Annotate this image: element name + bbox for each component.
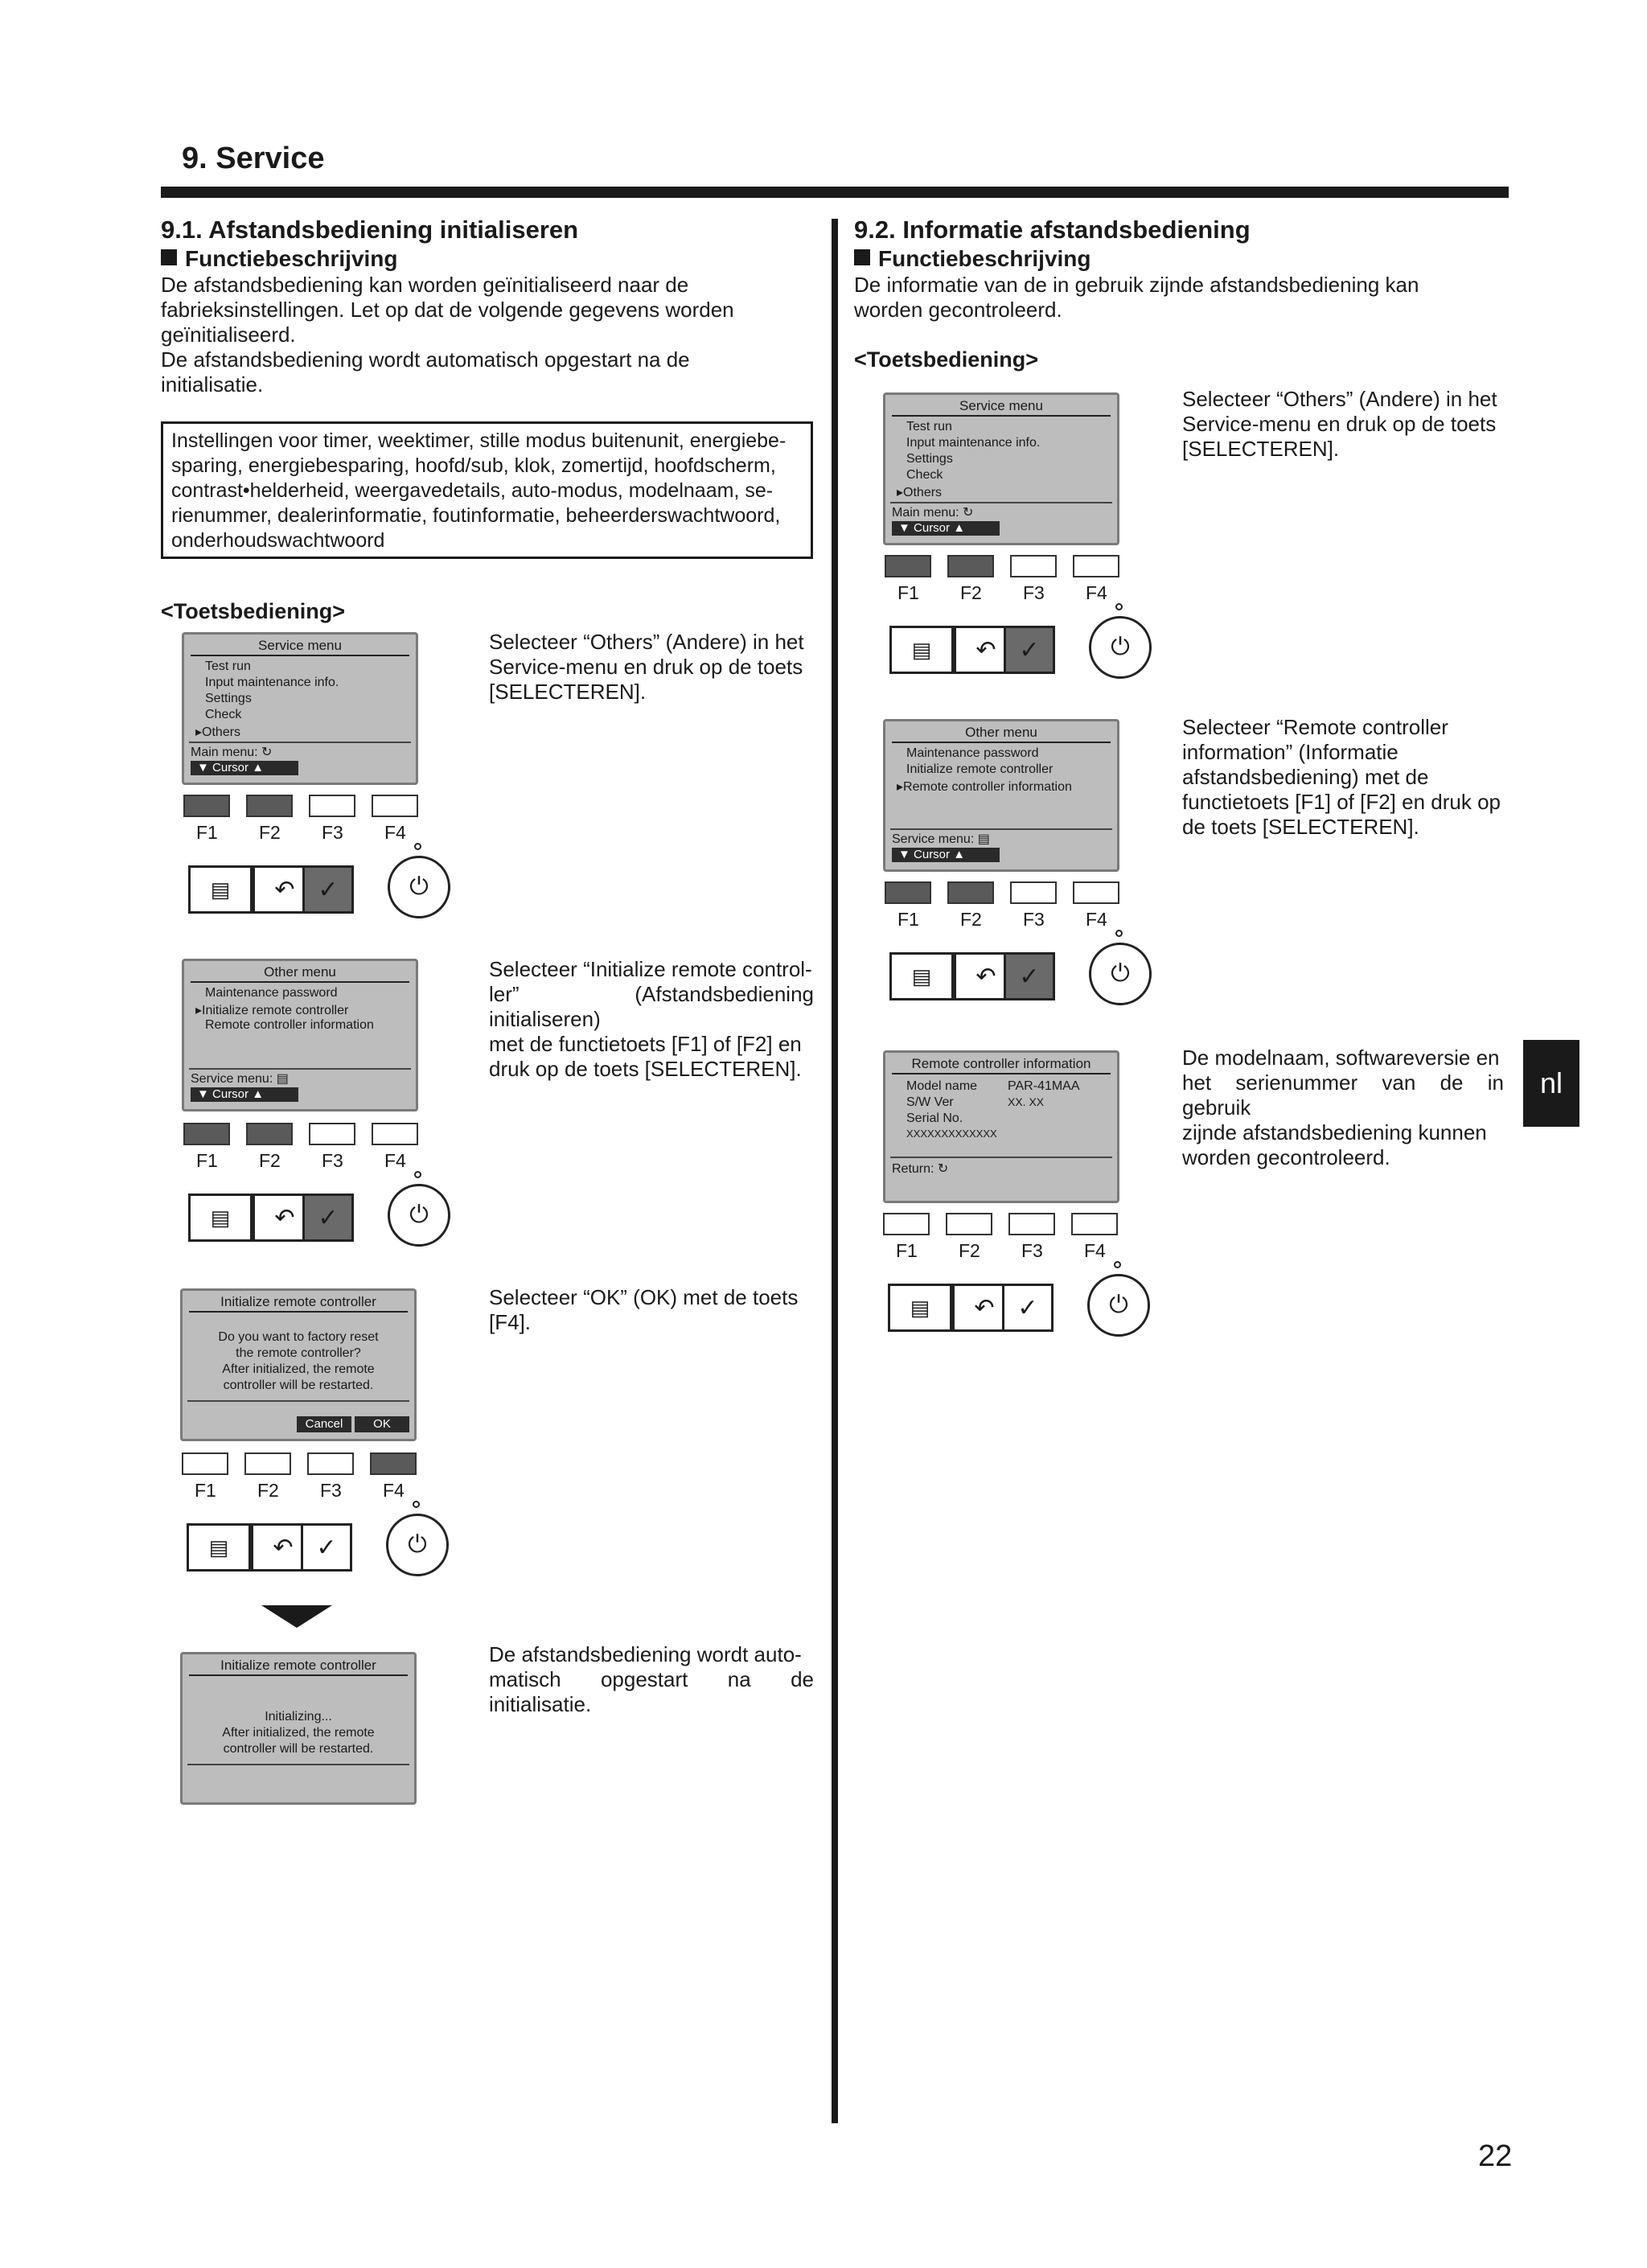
lcd-rc-info: Remote controller information Model name PAR-41MAA S/W Ver XX. XX Serial No. XXXXXXXXXXXXX Return: ↻ [883, 1050, 1119, 1203]
checkmark-icon: ✓ [1019, 636, 1040, 664]
f4-key[interactable] [372, 1123, 418, 1145]
f1-label: F1 [196, 1150, 218, 1171]
lcd-other-menu: Other menu Maintenance password ▸Initialize remote controller Remote controller information Service menu: ▤ ▼ Cursor ▲ [182, 959, 418, 1111]
lcd-other-menu: Other menu Maintenance password Initialize remote controller ▸Remote controller information Service menu: ▤ ▼ Cursor ▲ [883, 719, 1119, 872]
menu-button[interactable] [889, 626, 954, 674]
power-led-icon [1115, 930, 1123, 937]
column-divider [832, 219, 838, 2123]
left-step1-text: Selecteer “Others” (Andere) in het Service-menu en druk op de toets [SELECTEREN]. [489, 630, 804, 704]
f3-label: F3 [322, 1150, 343, 1171]
menu-icon: ▤ [910, 1295, 930, 1320]
power-button[interactable] [388, 1184, 450, 1247]
checkmark-icon: ✓ [1019, 963, 1040, 990]
lcd-initializing: Initialize remote controller Initializing... After initialized, the remote controller will be restarted. [180, 1652, 417, 1805]
power-led-icon [1114, 1261, 1121, 1268]
ops-label: <Toetsbediening> [161, 599, 346, 623]
menu-icon: ▤ [210, 1205, 231, 1230]
menu-button[interactable] [888, 1284, 952, 1332]
power-icon: ⏻ [408, 1531, 427, 1558]
return-icon: ↶ [975, 636, 996, 664]
f2-key[interactable] [244, 1452, 291, 1475]
f3-key[interactable] [309, 795, 355, 817]
f4-key[interactable] [370, 1452, 417, 1475]
f1-key[interactable] [885, 555, 931, 577]
return-icon: ↶ [273, 1534, 294, 1561]
f4-key[interactable] [372, 795, 418, 817]
f2-label: F2 [257, 1480, 279, 1501]
f1-key[interactable] [883, 1213, 930, 1235]
left-step4-text: De afstandsbediening wordt auto- matisch opgestart na de initialisatie. [489, 1642, 814, 1716]
power-button[interactable] [388, 856, 450, 918]
menu-button[interactable] [187, 1523, 251, 1572]
f4-key[interactable] [1073, 881, 1119, 904]
menu-icon: ▤ [210, 877, 231, 902]
power-led-icon [414, 843, 421, 850]
right-step3-text: De modelnaam, softwareversie en het serienummer van de in gebruik zijnde afstandsbediening kunnen worden gecontroleerd. [1182, 1046, 1504, 1169]
power-led-icon [1115, 603, 1123, 610]
square-bullet-icon [854, 249, 870, 265]
right-step2-text: Selecteer “Remote controller information” (Informatie afstandsbediening) met de functietoets [F1] of [F2] en druk op de toets [SELECTEREN]. [1182, 715, 1501, 839]
select-button[interactable] [301, 1523, 352, 1572]
header-rule [161, 187, 1509, 198]
return-icon: ↶ [274, 1204, 295, 1231]
cancel-softkey[interactable]: Cancel [297, 1416, 351, 1432]
f1-key[interactable] [885, 881, 931, 904]
f3-key[interactable] [309, 1123, 355, 1145]
select-button[interactable] [1004, 626, 1055, 674]
checkmark-icon: ✓ [316, 1534, 337, 1561]
select-button[interactable] [302, 865, 354, 914]
f4-key[interactable] [1071, 1213, 1118, 1235]
ops-label: <Toetsbediening> [854, 347, 1039, 372]
f4-label: F4 [383, 1480, 405, 1501]
f3-label: F3 [320, 1480, 342, 1501]
f4-label: F4 [1086, 909, 1107, 930]
menu-button[interactable] [188, 865, 253, 914]
f1-label: F1 [897, 582, 919, 603]
f3-label: F3 [1021, 1240, 1043, 1261]
return-icon: ↶ [974, 1294, 995, 1321]
select-button[interactable] [1002, 1284, 1054, 1332]
power-button[interactable] [1087, 1274, 1150, 1337]
f2-key[interactable] [946, 1213, 992, 1235]
f4-label: F4 [384, 1150, 406, 1171]
select-button[interactable] [302, 1194, 354, 1242]
lcd-service-menu: Service menu Test run Input maintenance info. Settings Check ▸Others Main menu: ↻ ▼ Cursor ▲ [182, 632, 418, 785]
f1-label: F1 [896, 1240, 918, 1261]
f3-label: F3 [1023, 582, 1045, 603]
f2-key[interactable] [947, 881, 994, 904]
f2-key[interactable] [947, 555, 994, 577]
power-icon: ⏻ [1111, 634, 1130, 660]
select-button[interactable] [1004, 952, 1055, 1000]
f4-label: F4 [1086, 582, 1107, 603]
f4-key[interactable] [1073, 555, 1119, 577]
page-title: 9. Service [182, 142, 325, 175]
f2-key[interactable] [246, 795, 293, 817]
power-button[interactable] [1089, 616, 1152, 679]
menu-icon: ▤ [911, 637, 932, 662]
checkmark-icon: ✓ [318, 876, 339, 903]
f3-key[interactable] [1010, 881, 1057, 904]
menu-button[interactable] [188, 1194, 253, 1242]
f3-key[interactable] [1010, 555, 1057, 577]
left-step3-text: Selecteer “OK” (OK) met de toets [F4]. [489, 1285, 799, 1334]
power-led-icon [414, 1171, 421, 1178]
checkmark-icon: ✓ [1017, 1294, 1038, 1321]
f4-label: F4 [384, 822, 406, 843]
f1-label: F1 [195, 1480, 216, 1501]
f3-label: F3 [322, 822, 343, 843]
subsection-title: Functiebeschrijving [161, 246, 398, 272]
f2-label: F2 [960, 582, 982, 603]
f1-label: F1 [897, 909, 919, 930]
intro-text: De afstandsbediening kan worden geïnitialiseerd naar de fabrieksinstellingen. Let op dat de volgende gegevens worden geïnitialiseerd. De afstandsbediening wordt automatisch opgestart na de initialisatie. [161, 273, 734, 396]
power-button[interactable] [386, 1514, 449, 1576]
f2-label: F2 [259, 822, 281, 843]
menu-button[interactable] [889, 952, 954, 1000]
power-icon: ⏻ [1111, 960, 1130, 987]
square-bullet-icon [161, 249, 177, 265]
intro-text: De informatie van de in gebruik zijnde afstandsbediening kan worden gecontroleerd. [854, 273, 1419, 322]
power-icon: ⏻ [409, 873, 429, 900]
f2-key[interactable] [246, 1123, 293, 1145]
page-number: 22 [1478, 2139, 1513, 2173]
section-title-9-1: 9.1. Afstandsbediening initialiseren [161, 216, 579, 244]
menu-icon: ▤ [911, 963, 932, 988]
ok-softkey[interactable]: OK [355, 1416, 409, 1432]
language-tab: nl [1523, 1040, 1579, 1127]
f1-key[interactable] [183, 795, 230, 817]
return-icon: ↶ [274, 876, 295, 903]
power-icon: ⏻ [409, 1202, 429, 1228]
down-arrow-icon [261, 1605, 332, 1628]
lcd-service-menu: Service menu Test run Input maintenance info. Settings Check ▸Others Main menu: ↻ ▼ Cursor ▲ [883, 392, 1119, 545]
menu-icon: ▤ [208, 1535, 229, 1559]
checkmark-icon: ✓ [318, 1204, 339, 1231]
f1-key[interactable] [183, 1123, 230, 1145]
right-step1-text: Selecteer “Others” (Andere) in het Service-menu en druk op de toets [SELECTEREN]. [1182, 387, 1497, 461]
f2-label: F2 [960, 909, 982, 930]
power-icon: ⏻ [1109, 1292, 1128, 1318]
f3-label: F3 [1023, 909, 1045, 930]
f2-label: F2 [259, 1150, 281, 1171]
subsection-title: Functiebeschrijving [854, 246, 1091, 272]
f2-label: F2 [959, 1240, 980, 1261]
power-button[interactable] [1089, 943, 1152, 1005]
section-title-9-2: 9.2. Informatie afstandsbediening [854, 216, 1251, 244]
lcd-init-confirm: Initialize remote controller Do you want to factory reset the remote controller? After initialized, the remote controller will be restarted. Cancel OK [180, 1288, 417, 1441]
initialized-settings-box: Instellingen voor timer, weektimer, stille modus buitenunit, energiebe- sparing, energiebesparing, hoofd/sub, klok, zomertijd, hoofdscherm, contrast•helderheid, weergavedetails, auto-modus, modelnaam, se- rienummer, dealerinformatie, foutinformatie, beheerderswachtwoord, onderhoudswachtwoord [161, 421, 813, 559]
f1-label: F1 [196, 822, 218, 843]
f4-label: F4 [1084, 1240, 1106, 1261]
power-led-icon [413, 1501, 420, 1508]
return-icon: ↶ [975, 963, 996, 990]
f1-key[interactable] [182, 1452, 228, 1475]
f3-key[interactable] [1008, 1213, 1055, 1235]
left-step2-text: Selecteer “Initialize remote control- ler” (Afstandsbediening initialiseren) met de functietoets [F1] of [F2] en druk op de toets [SELECTEREN]. [489, 957, 814, 1081]
f3-key[interactable] [307, 1452, 354, 1475]
